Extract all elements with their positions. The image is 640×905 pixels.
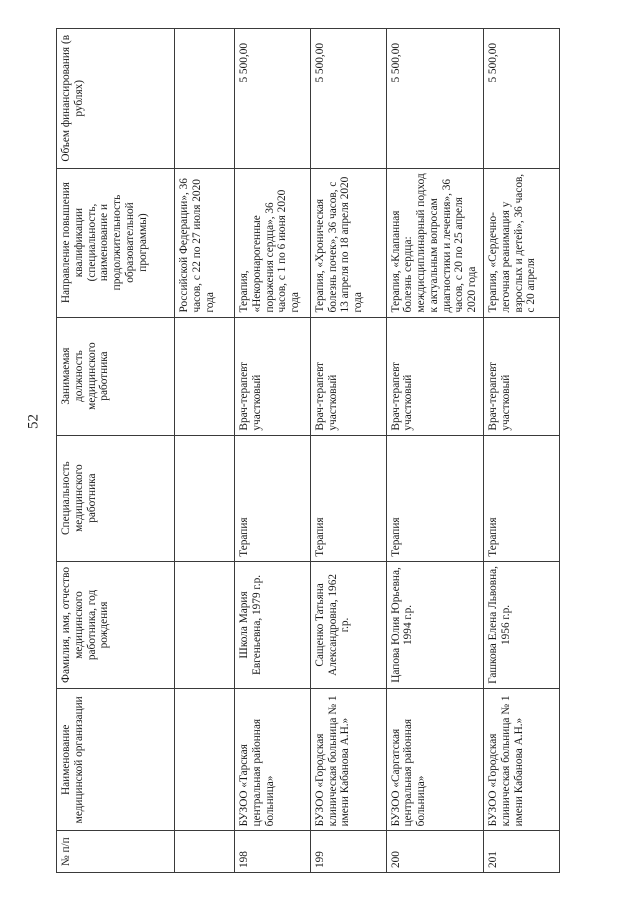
cell-organization: БУЗОО «Городская клиническая больница № 1 имени Кабанова А.Н.» <box>310 689 386 831</box>
cell-position: Врач-терапевт участковый <box>386 317 483 435</box>
header-organization: Наименование медицинской организации <box>57 689 175 831</box>
header-specialty: Специальность медицинского работника <box>57 435 175 561</box>
cell-specialty: Терапия <box>386 435 483 561</box>
table-row <box>235 29 311 873</box>
header-funding-amount: Объем финансирования (в рублях) <box>57 29 175 169</box>
cell-funding-amount: 5 500,00 <box>484 29 560 169</box>
cell-position: Врач-терапевт участковый <box>310 317 386 435</box>
cell-number <box>175 831 235 873</box>
page-number: 52 <box>25 414 42 429</box>
cell-specialty: Терапия <box>484 435 560 561</box>
cell-position: Врач-терапевт участковый <box>235 317 311 435</box>
cell-funding-amount: 5 500,00 <box>386 29 483 169</box>
cell-training-direction: Терапия, «Некоронарогенные поражения сердца», 36 часов, с 1 по 6 июня 2020 года <box>235 168 311 317</box>
header-number: № п/п <box>57 831 175 873</box>
table-row <box>386 29 483 873</box>
cell-funding-amount <box>175 29 235 169</box>
table-header-row <box>57 29 175 873</box>
cell-training-direction: Терапия, «Хроническая болезнь почек», 36 часов, с 13 апреля по 18 апреля 2020 года <box>310 168 386 317</box>
funding-table <box>56 28 560 873</box>
rotated-document-sheet <box>56 28 560 873</box>
cell-organization: БУЗОО «Тарская центральная районная больница» <box>235 689 311 831</box>
cell-number: 201 <box>484 831 560 873</box>
cell-full-name: Цапова Юлия Юрьевна, 1994 г.р. <box>386 561 483 688</box>
cell-organization: БУЗОО «Саргатская центральная районная больница» <box>386 689 483 831</box>
cell-full-name: Школа Мария Евгеньевна, 1979 г.р. <box>235 561 311 688</box>
header-training-direction: Направление повышения квалификации (специальность, наименование и продолжительность образовательной программы) <box>57 168 175 317</box>
cell-position: Врач-терапевт участковый <box>484 317 560 435</box>
cell-number: 199 <box>310 831 386 873</box>
cell-organization: БУЗОО «Городская клиническая больница № 1 имени Кабанова А.Н.» <box>484 689 560 831</box>
table-row <box>310 29 386 873</box>
cell-training-direction: Российской Федерации», 36 часов, с 22 по 27 июля 2020 года <box>175 168 235 317</box>
cell-specialty: Терапия <box>235 435 311 561</box>
cell-training-direction: Терапия, «Сердечно-легочная реанимация у взрослых и детей», 36 часов, с 20 апреля <box>484 168 560 317</box>
cell-number: 200 <box>386 831 483 873</box>
header-position: Занимаемая должность медицинского работника <box>57 317 175 435</box>
cell-funding-amount: 5 500,00 <box>235 29 311 169</box>
cell-position <box>175 317 235 435</box>
header-full-name: Фамилия, имя, отчество медицинского работника, год рождения <box>57 561 175 688</box>
cell-number: 198 <box>235 831 311 873</box>
cell-specialty: Терапия <box>310 435 386 561</box>
cell-training-direction: Терапия, «Клапанная болезнь сердца: междисциплинарный подход к актуальным вопросам диагностики и лечения», 36 часов, с 20 по 25 апреля 2020 года <box>386 168 483 317</box>
table-row-continuation <box>175 29 235 873</box>
cell-full-name: Гашкова Елена Львовна, 1956 г.р. <box>484 561 560 688</box>
cell-organization <box>175 689 235 831</box>
cell-full-name: Сащенко Татьяна Александровна, 1962 г.р. <box>310 561 386 688</box>
cell-funding-amount: 5 500,00 <box>310 29 386 169</box>
cell-specialty <box>175 435 235 561</box>
cell-full-name <box>175 561 235 688</box>
table-row <box>484 29 560 873</box>
